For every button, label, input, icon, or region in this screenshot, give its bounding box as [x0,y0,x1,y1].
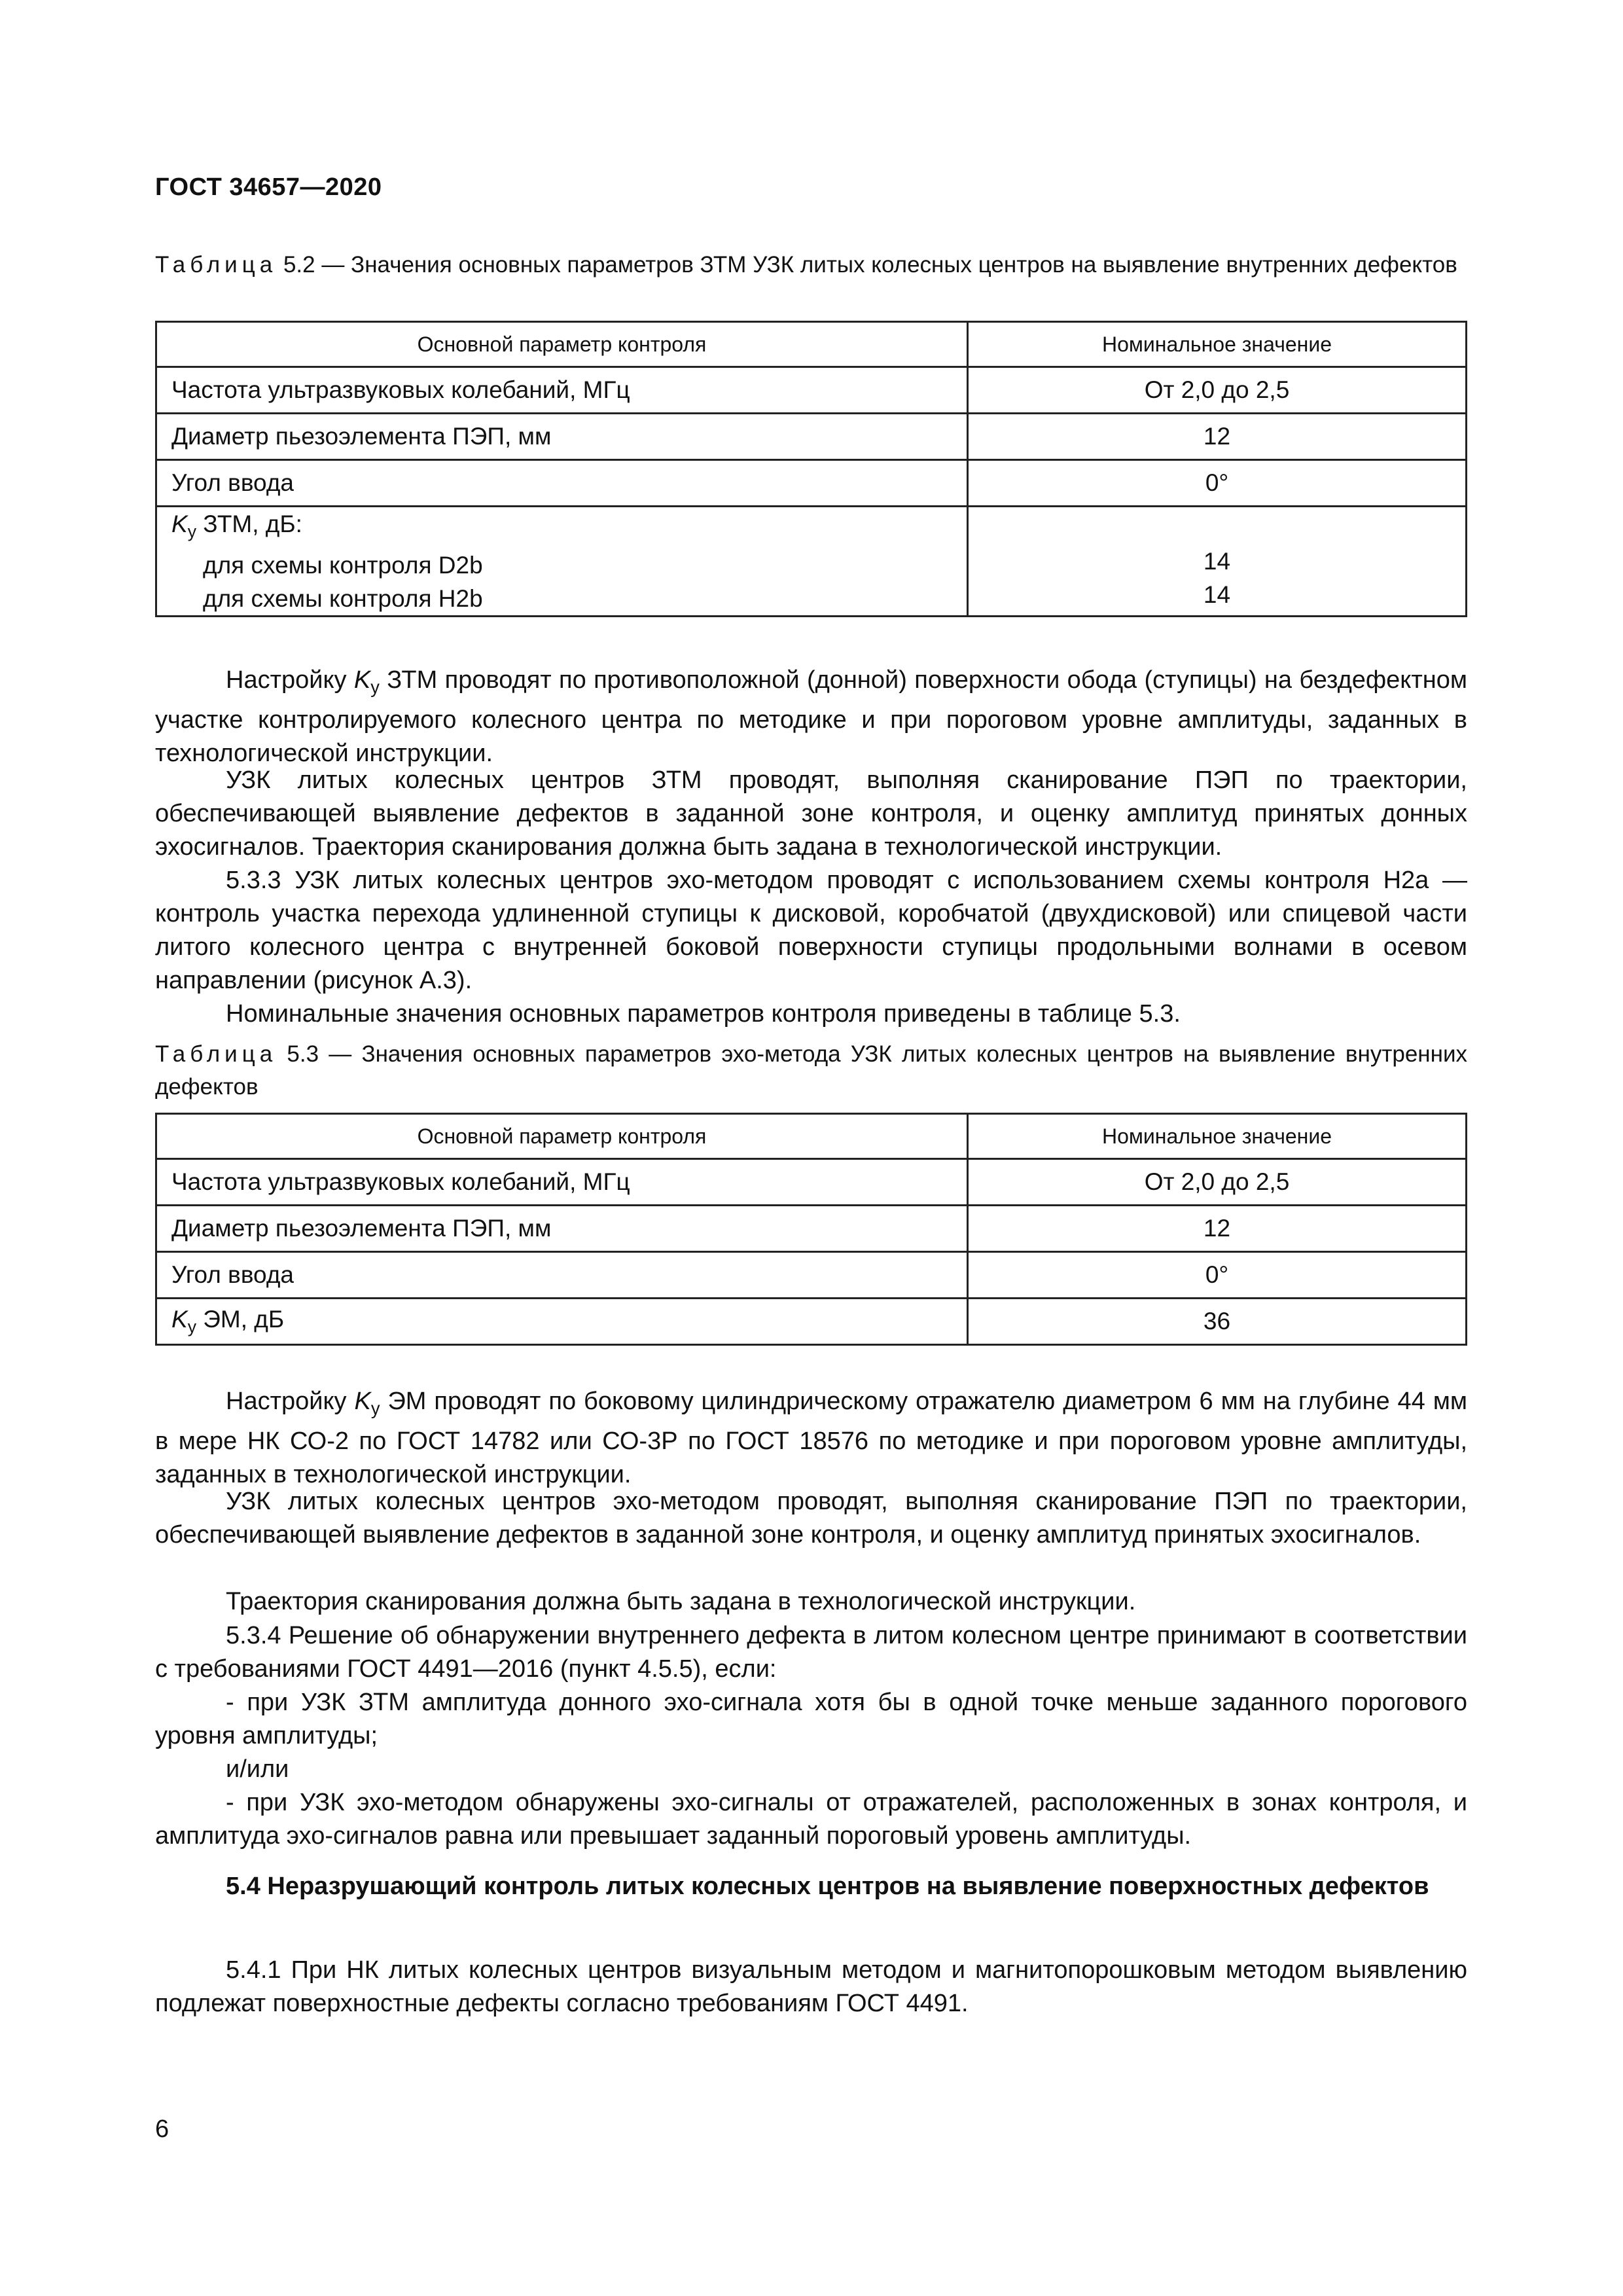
value-h2b: 14 [1203,581,1231,608]
column-header-param: Основной параметр контроля [156,322,968,367]
paragraph: УЗК литых колесных центров эхо-методом проводят, выполняя сканирование ПЭП по траектории, обеспечивающей выявление дефектов в заданной зоне контроля, и оценку амплитуд принятых эхосигналов. [155,1488,1467,1549]
column-header-value: Номинальное значение [968,1114,1467,1159]
value-cell [968,507,1467,617]
value-cell: 0° [968,1252,1467,1299]
paragraph-and-or: и/или [226,1755,289,1783]
paragraph: Настройку $K_у$ ЭМ проводят по боковому цилиндрическому отражателю диаметром 6 мм на глубине 44 мм в мере НК СО-2 по ГОСТ 14782 или СО-3Р по ГОСТ 18576 по методике и при пороговом уровне амплитуды, заданных в технологической инструкции. [155,1388,1467,1489]
param-cell [156,507,968,617]
list-item: - при УЗК ЗТМ амплитуда донного эхо-сигнала хотя бы в одной точке меньше заданного порогового уровня амплитуды; [155,1689,1467,1749]
caption-text: 5.3 — Значения основных параметров эхо-метода УЗК литых колесных центров на выявление внутренних дефектов [155,1041,1467,1100]
table-row [156,507,1467,617]
caption-label: Таблица [155,252,277,278]
table-row [156,414,1467,460]
section-title: 5.4 Неразрушающий контроль литых колесных центров на выявление поверхностных дефектов [226,1873,1429,1900]
value-d2b: 14 [1203,547,1231,575]
value-cell: 36 [968,1299,1467,1345]
list-item: - при УЗК эхо-методом обнаружены эхо-сигналы от отражателей, расположенных в зонах контроля, и амплитуда эхо-сигналов равна или превышает заданный пороговый уровень амплитуды. [155,1789,1467,1850]
param-cell: Диаметр пьезоэлемента ПЭП, мм [156,1206,968,1252]
value-cell: От 2,0 до 2,5 [968,1159,1467,1206]
value-cell: 12 [968,1206,1467,1252]
table-5-2 [155,321,1467,617]
paragraph: Траектория сканирования должна быть задана в технологической инструкции. [226,1588,1136,1615]
caption-label: Таблица [155,1041,277,1067]
table-header-row [156,1114,1467,1159]
value-cell: 12 [968,414,1467,460]
table-row [156,1299,1467,1345]
value-cell: От 2,0 до 2,5 [968,367,1467,414]
table-row [156,1159,1467,1206]
paragraph: УЗК литых колесных центров ЗТМ проводят, выполняя сканирование ПЭП по траектории, обеспечивающей выявление дефектов в заданной зоне контроля, и оценку амплитуд принятых донных эхосигналов. Траектория сканирования должна быть задана в технологической инструкции. [155,766,1467,861]
table-header-row [156,322,1467,367]
page-number: 6 [155,2115,169,2143]
table-5-3-caption [155,1038,1467,1103]
paragraph: Настройку $K_у$ ЗТМ проводят по противоположной (донной) поверхности обода (ступицы) на бездефектном участке контролируемого колесного центра по методике и при пороговом уровне амплитуды, заданных в технологической инструкции. [155,666,1467,768]
table-5-2-caption [155,249,1467,281]
ky-label: $K_у$ ЭМ, дБ [171,1306,285,1336]
value-cell: 0° [968,460,1467,507]
table-row [156,367,1467,414]
paragraph: Номинальные значения основных параметров контроля приведены в таблице 5.3. [226,1000,1181,1028]
caption-text: 5.2 — Значения основных параметров ЗТМ УЗК литых колесных центров на выявление внутренних дефектов [277,252,1457,278]
paragraph: 5.3.4 Решение об обнаружении внутреннего дефекта в литом колесном центре принимают в соответствии с требованиями ГОСТ 4491—2016 (пункт 4.5.5), если: [155,1622,1467,1683]
table-row [156,1252,1467,1299]
scheme-d2b: для схемы контроля D2b [203,551,483,579]
table-row [156,460,1467,507]
param-cell: Угол ввода [156,460,968,507]
column-header-param: Основной параметр контроля [156,1114,968,1159]
table-row [156,1206,1467,1252]
paragraph: 5.3.3 УЗК литых колесных центров эхо-методом проводят с использованием схемы контроля H2a — контроль участка перехода удлиненной ступицы к дисковой, коробчатой (двухдисковой) или спицевой части литого колесного центра с внутренней боковой поверхности ступицы продольными волнами в осевом направлении (рисунок А.3). [155,867,1467,994]
param-cell: Угол ввода [156,1252,968,1299]
ky-label: $K_у$ ЗТМ, дБ: [171,511,302,541]
paragraph: 5.4.1 При НК литых колесных центров визуальным методом и магнитопорошковым методом выявлению подлежат поверхностные дефекты согласно требованиям ГОСТ 4491. [155,1956,1467,2017]
param-cell: Диаметр пьезоэлемента ПЭП, мм [156,414,968,460]
param-cell [156,1299,968,1345]
document-code: ГОСТ 34657—2020 [155,173,382,201]
scheme-h2b: для схемы контроля H2b [203,584,483,612]
param-cell: Частота ультразвуковых колебаний, МГц [156,1159,968,1206]
table-5-3 [155,1113,1467,1346]
param-cell: Частота ультразвуковых колебаний, МГц [156,367,968,414]
column-header-value: Номинальное значение [968,322,1467,367]
